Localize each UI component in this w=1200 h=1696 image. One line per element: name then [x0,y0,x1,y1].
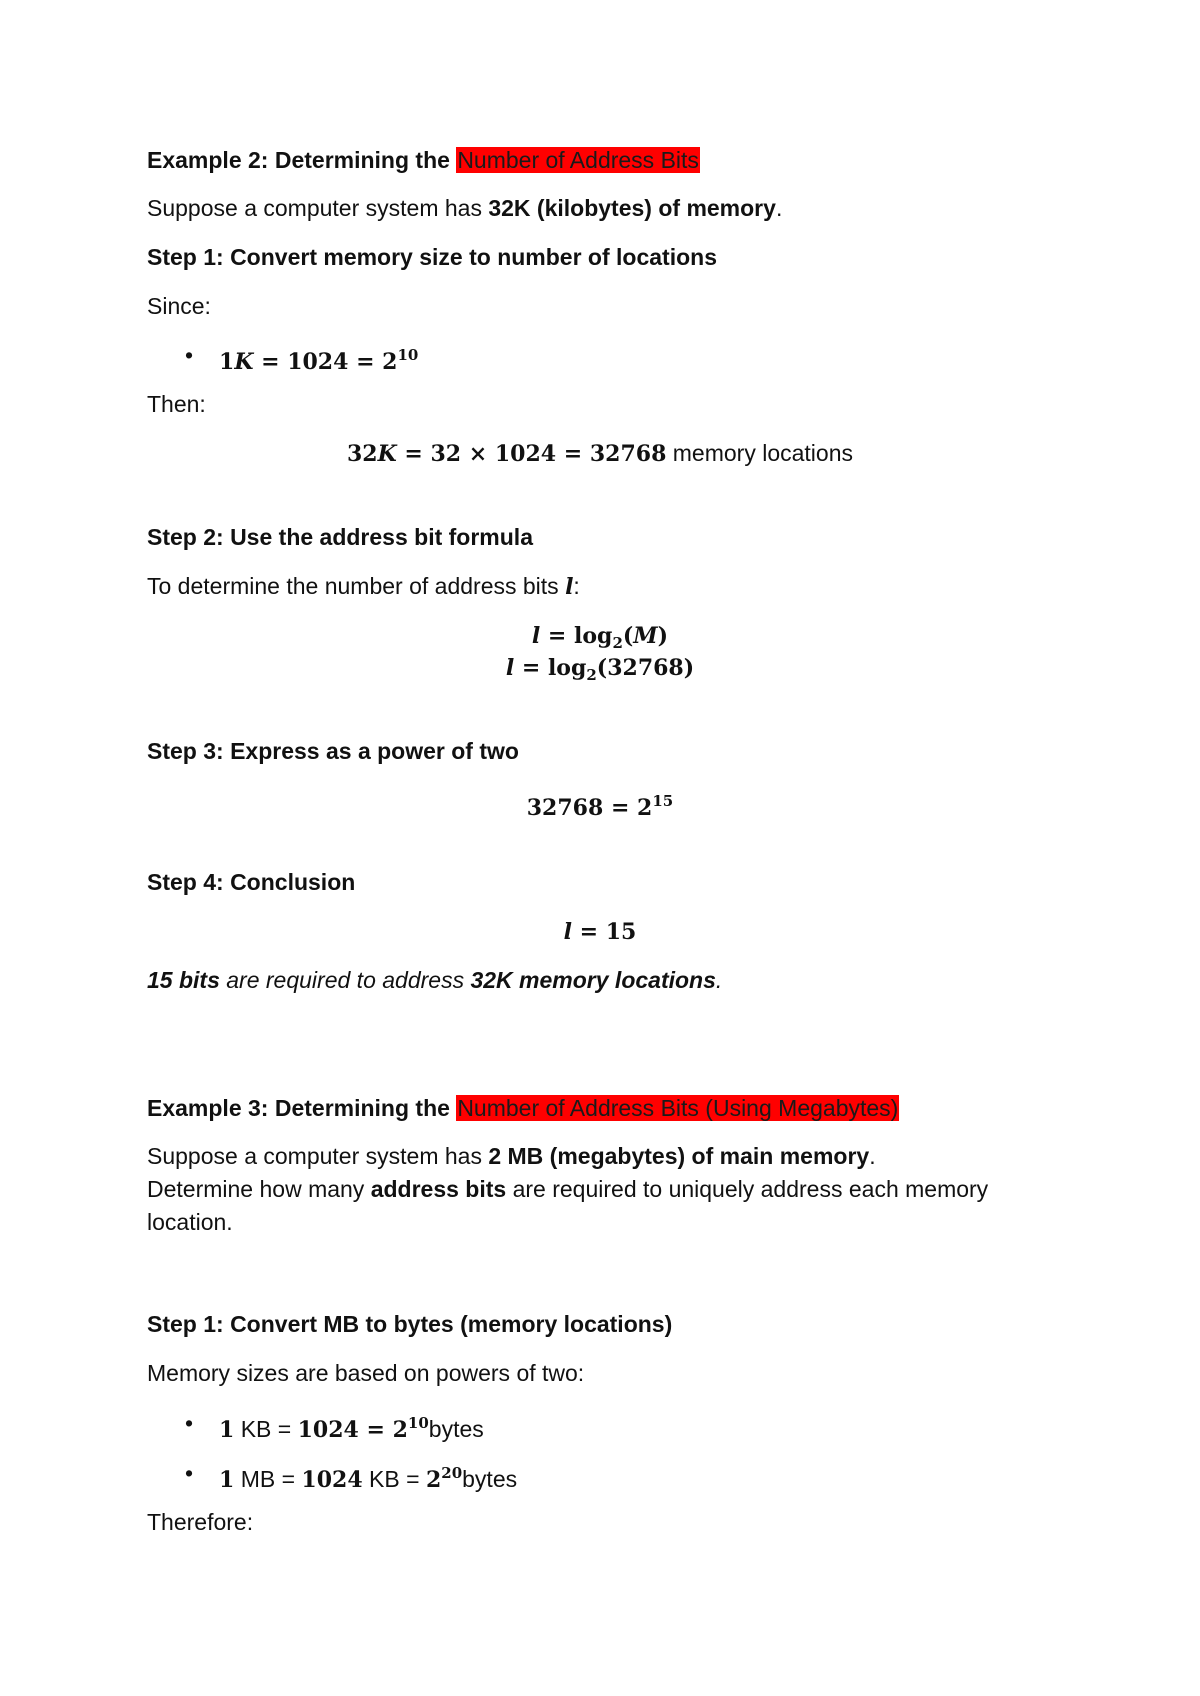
example2-step1-heading: Step 1: Convert memory size to number of locations [147,244,717,270]
unit-text: KB = [234,1416,298,1442]
math-var: K [234,349,254,375]
math-text: 1 [219,349,235,375]
math-text: ( [622,623,634,649]
math-text: = 1024 = 2 [253,349,398,375]
formula-log-32768 [0,651,1200,691]
example3-question [147,1173,1120,1205]
math-exponent: 20 [441,1464,463,1482]
question-pre: Determine how many [147,1176,371,1202]
example2-intro [147,192,1120,224]
example2-step3-heading: Step 3: Express as a power of two [147,738,519,764]
example3-intro-bold: 2 MB (megabytes) of main memory [488,1143,870,1169]
therefore-label: Therefore: [147,1509,254,1535]
math-var: l [531,623,541,649]
math-var: l [505,655,515,681]
equation-tail: memory locations [666,440,853,466]
unit-text: MB = [234,1466,302,1492]
equation-memory-locations [0,437,1200,470]
example2-title-prefix: Example 2: Determining the [147,147,457,173]
example3-intro-pre: Suppose a computer system has [147,1143,489,1169]
math-text: 32 [346,441,378,467]
step2-colon: : [573,573,580,599]
math-text: = log [514,655,587,681]
conclusion-text-2: . [715,967,723,993]
unit-text: KB = [362,1466,426,1492]
example2-title-highlight: Number of Address Bits [457,147,699,173]
example2-title [147,144,1120,176]
step2-text: To determine the number of address bits [147,573,566,599]
example3-intro [147,1140,1120,1172]
example2-step2-heading: Step 2: Use the address bit formula [147,524,533,550]
math-text: (32768) [596,655,695,681]
math-text: = 2 [358,1417,408,1443]
math-subscript: 2 [586,666,597,684]
unit-text: bytes [428,1416,484,1442]
unit-text: bytes [462,1466,518,1492]
math-var: K [377,441,397,467]
math-var: l [565,574,574,600]
question-post: are required to uniquely address each memory [506,1176,989,1202]
then-label: Then: [147,391,206,417]
math-var: M [633,623,658,649]
conclusion-bold-2: 32K memory locations [470,967,716,993]
example2-intro-bold: 32K (kilobytes) of memory [488,195,776,221]
math-exponent: 10 [397,346,419,364]
example3-step1-text: Memory sizes are based on powers of two: [147,1360,585,1386]
example3-question-line2: location. [147,1209,233,1235]
example3-title [147,1092,1120,1124]
math-text: ) [657,623,669,649]
conclusion-equation [0,915,1200,948]
bullet-marker: • [185,1460,194,1486]
example3-step1-heading: Step 1: Convert MB to bytes (memory locations) [147,1311,673,1337]
bullet-marker: • [185,342,194,368]
example2-intro-pre: Suppose a computer system has [147,195,489,221]
example2-intro-post: . [775,195,783,221]
math-text: = 32 × 1024 = 32768 [396,441,667,467]
math-text: 1 [219,1417,235,1443]
example2-step2-text [147,570,1120,603]
conclusion-text [147,964,1120,996]
example3-title-prefix: Example 3: Determining the [147,1095,457,1121]
example3-bullet2 [147,1457,1120,1496]
power-of-two-equation [0,785,1200,824]
math-text: 2 [425,1467,442,1493]
math-exponent: 15 [652,792,674,810]
conclusion-text-1: are required to address [219,967,471,993]
example2-bullet1 [147,339,1120,378]
math-text: = log [540,623,613,649]
math-text: 32768 = 2 [526,795,653,821]
math-text: 1024 [297,1417,359,1443]
bullet-marker: • [185,1410,194,1436]
example2-step4-heading: Step 4: Conclusion [147,869,356,895]
math-text: = 15 [571,919,637,945]
example3-title-highlight: Number of Address Bits (Using Megabytes) [457,1095,899,1121]
math-subscript: 2 [612,634,623,652]
math-text: 1024 [301,1467,363,1493]
example3-intro-post: . [869,1143,876,1169]
conclusion-bold-1: 15 bits [147,967,220,993]
math-var: l [563,919,572,945]
question-bold: address bits [370,1176,507,1202]
since-label: Since: [147,293,211,319]
example3-bullet1 [147,1407,1120,1446]
math-text: 1 [219,1467,235,1493]
math-exponent: 10 [407,1414,429,1432]
